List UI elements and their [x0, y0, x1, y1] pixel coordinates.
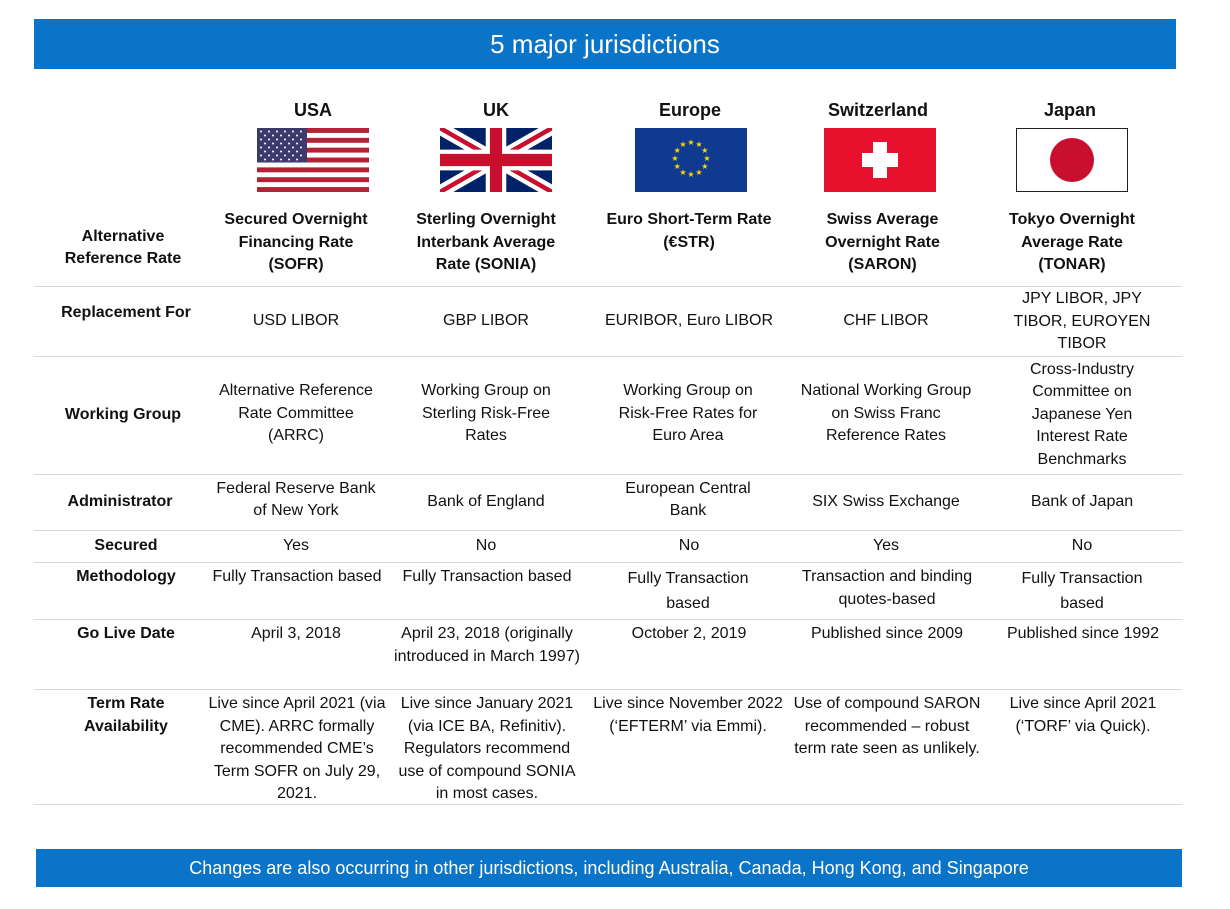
- cell-switzerland-rate: Swiss Average Overnight Rate (SARON): [825, 211, 940, 273]
- row-divider: [34, 619, 1182, 620]
- row-label-administrator: Administrator: [67, 492, 173, 510]
- cell-usa-methodology: Fully Transaction based: [212, 568, 382, 585]
- cell-usa-secured: Yes: [282, 536, 310, 554]
- row-label-go-live-date: Go Live Date: [77, 625, 175, 642]
- row-divider: [34, 689, 1182, 690]
- row-divider: [34, 474, 1182, 475]
- cell-usa-replacement: USD LIBOR: [252, 311, 340, 329]
- row-divider: [34, 530, 1182, 531]
- cell-europe-working-group: Working Group on Risk-Free Rates for Euro Area: [618, 382, 758, 445]
- cell-switzerland-replacement: CHF LIBOR: [843, 311, 929, 329]
- cell-switzerland-term-rate: Use of compound SARON recommended – robust term rate seen as unlikely.: [793, 695, 981, 757]
- svg-text:★: ★: [695, 167, 703, 177]
- cell-japan-methodology: Fully Transaction based: [1021, 570, 1143, 612]
- cell-usa-term-rate: Live since April 2021 (via CME). ARRC formally recommended CME’s Term SOFR on July 29, 2021.: [208, 695, 386, 802]
- uk-flag-icon: [440, 128, 552, 192]
- row-divider: [34, 804, 1182, 805]
- cell-japan-replacement: JPY LIBOR, JPY TIBOR, EUROYEN TIBOR: [1013, 290, 1151, 353]
- header-usa: USA: [293, 100, 332, 120]
- cell-japan-secured: No: [1071, 536, 1093, 554]
- row-label-replacement-for: Replacement For: [61, 303, 191, 321]
- japan-flag-icon: [1016, 128, 1128, 192]
- cell-japan-working-group: Cross-Industry Committee on Japanese Yen Interest Rate Benchmarks: [1029, 360, 1135, 468]
- title-banner: [34, 19, 1176, 69]
- cell-uk-administrator: Bank of England: [427, 492, 545, 510]
- header-uk: UK: [483, 100, 509, 120]
- row-label-alt-ref-rate: Alternative Reference Rate: [64, 227, 182, 267]
- cell-uk-rate: Sterling Overnight Interbank Average Rate (SONIA): [416, 211, 556, 273]
- row-divider: [34, 356, 1182, 357]
- row-label-secured: Secured: [94, 536, 158, 554]
- header-switzerland: Switzerland: [827, 100, 929, 120]
- svg-text:★: ★: [671, 154, 679, 163]
- cell-uk-go-live: April 23, 2018 (originally introduced in March 1997): [394, 625, 580, 665]
- cell-europe-term-rate: Live since November 2022 (‘EFTERM’ via Emmi).: [593, 695, 783, 735]
- row-divider: [34, 286, 1182, 287]
- cell-usa-administrator: Federal Reserve Bank of New York: [216, 479, 376, 519]
- cell-japan-rate: Tokyo Overnight Average Rate (TONAR): [1009, 211, 1135, 273]
- cell-uk-methodology: Fully Transaction based: [402, 568, 572, 585]
- header-japan: Japan: [1043, 100, 1097, 120]
- row-divider: [34, 562, 1182, 563]
- footer-banner: [36, 849, 1182, 887]
- svg-text:★: ★: [679, 167, 687, 177]
- cell-uk-working-group: Working Group on Sterling Risk-Free Rates: [421, 382, 551, 445]
- cell-usa-go-live: April 3, 2018: [251, 625, 341, 642]
- cell-switzerland-administrator: SIX Swiss Exchange: [812, 492, 960, 510]
- cell-europe-go-live: October 2, 2019: [631, 625, 747, 642]
- row-label-methodology: Methodology: [76, 568, 176, 585]
- eu-flag-icon: [635, 128, 747, 192]
- cell-switzerland-methodology: Transaction and binding quotes-based: [801, 568, 973, 608]
- cell-europe-methodology: Fully Transaction based: [627, 570, 749, 612]
- cell-switzerland-working-group: National Working Group on Swiss Franc Reference Rates: [800, 382, 972, 445]
- cell-europe-secured: No: [678, 536, 700, 554]
- svg-text:★: ★: [703, 154, 711, 163]
- usa-flag-icon: [257, 128, 369, 192]
- cell-uk-replacement: GBP LIBOR: [443, 311, 529, 329]
- row-label-term-rate-availability: Term Rate Availability: [84, 695, 168, 735]
- swiss-flag-icon: [824, 128, 936, 192]
- cell-europe-administrator: European Central Bank: [625, 479, 751, 519]
- cell-japan-administrator: Bank of Japan: [1030, 492, 1134, 510]
- svg-text:★: ★: [673, 162, 681, 171]
- svg-text:★: ★: [701, 146, 709, 155]
- page-title: 5 major jurisdictions: [490, 28, 720, 59]
- cell-japan-term-rate: Live since April 2021 (‘TORF’ via Quick).: [1009, 695, 1157, 735]
- svg-text:★: ★: [687, 138, 695, 147]
- header-europe: Europe: [658, 100, 721, 120]
- cell-japan-go-live: Published since 1992: [1006, 625, 1160, 642]
- svg-text:★: ★: [687, 170, 695, 179]
- footer-note: Changes are also occurring in other jurisdictions, including Australia, Canada, Hong Kong, and Singapore: [189, 857, 1029, 878]
- cell-switzerland-secured: Yes: [872, 536, 900, 554]
- svg-text:★: ★: [695, 140, 703, 150]
- cell-uk-secured: No: [475, 536, 497, 554]
- cell-uk-term-rate: Live since January 2021 (via ICE BA, Refinitiv). Regulators recommend use of compound SONIA in most cases.: [398, 695, 576, 802]
- cell-europe-rate: Euro Short-Term Rate (€STR): [606, 211, 772, 251]
- svg-text:★: ★: [701, 162, 709, 171]
- svg-text:★: ★: [679, 140, 687, 150]
- svg-text:★: ★: [673, 146, 681, 155]
- row-label-working-group: Working Group: [64, 405, 182, 423]
- cell-usa-rate: Secured Overnight Financing Rate (SOFR): [224, 211, 368, 273]
- cell-usa-working-group: Alternative Reference Rate Committee (ARRC): [219, 382, 373, 445]
- cell-switzerland-go-live: Published since 2009: [810, 625, 964, 642]
- cell-europe-replacement: EURIBOR, Euro LIBOR: [604, 311, 774, 329]
